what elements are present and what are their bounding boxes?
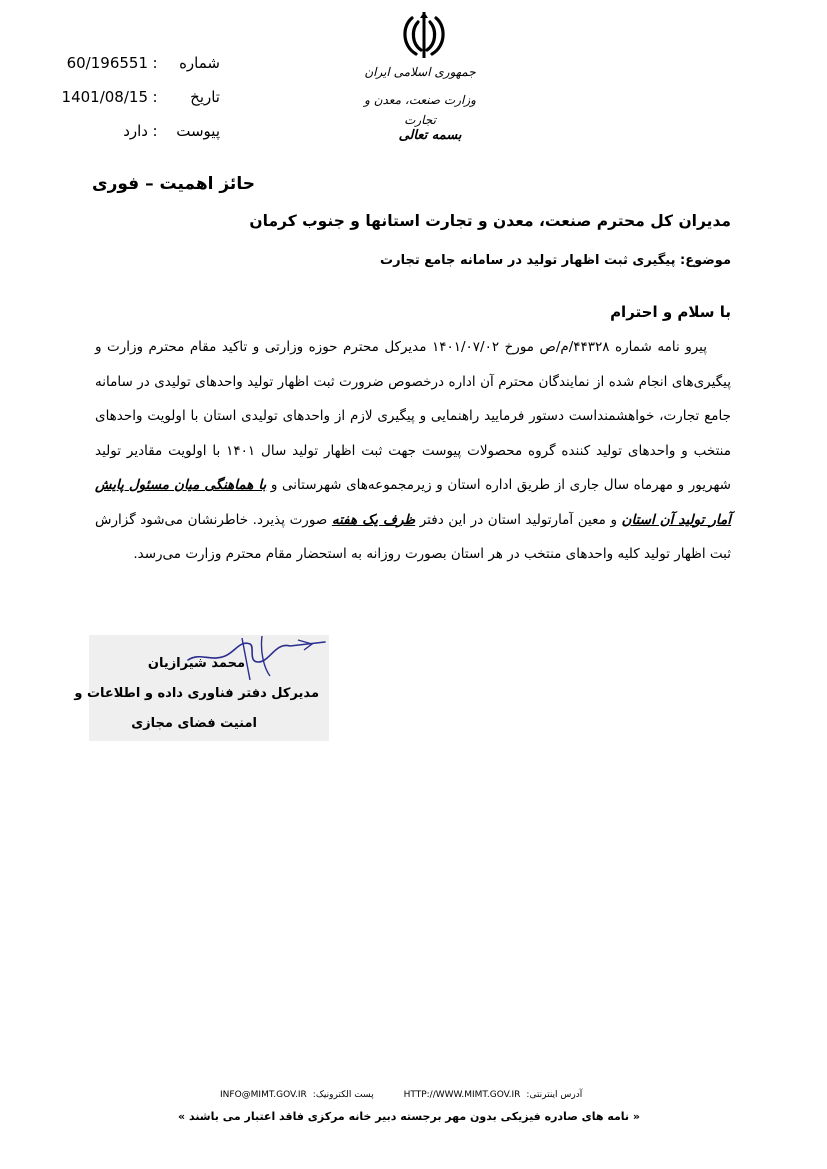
footer-email-label: :پست الکترونیک <box>312 1090 374 1100</box>
letterhead <box>350 62 490 130</box>
attachment-row: پیوست : دارد <box>123 122 220 140</box>
footer-email: INFO@MIMT.GOV.IR <box>220 1090 307 1100</box>
body-part3: صورت پذیرد. خاطرنشان می‌شود گزارش ثبت اظهار تولید کلیه واحدهای منتخب در هر استان بصورت روزانه به استحضار مقام محترم وزارت می‌رسد. <box>95 511 731 562</box>
bismillah: بسمه تعالی <box>398 128 462 143</box>
country-name: جمهوری اسلامی ایران <box>364 65 476 79</box>
greeting: با سلام و احترام <box>610 303 731 321</box>
number-label: شماره <box>179 54 220 72</box>
footer-validity-note: « نامه های صادره فیزیکی بدون مهر برجسته دبیر خانه مرکزی فاقد اعتبار می باشند » <box>178 1110 640 1123</box>
body-emphasis-deadline: ظرف یک هفته <box>331 511 416 528</box>
recipient: مدیران کل محترم صنعت، معدن و تجارت استانها و جنوب کرمان <box>249 212 731 230</box>
footer-contacts <box>220 1090 640 1100</box>
body-emphasis-coordination: با هماهنگی میان مسئول پایش آمار تولید آن استان <box>95 477 731 528</box>
signatory-title-line1: مدیرکل دفتر فناوری داده و اطلاعات و <box>74 686 319 701</box>
ministry-name: وزارت صنعت، معدن و تجارت <box>364 93 476 127</box>
date-value: 1401/08/15 <box>61 88 148 106</box>
body-part1: پیرو نامه شماره ۴۴۳۲۸/م/ص مورخ ۱۴۰۱/۰۷/۰۲ مدیرکل محترم حوزه وزارتی و تاکید مقام محترم وزارت و پیگیری‌های انجام شده از نمایندگان محترم آن اداره درخصوص ضرورت ثبت اظهار تولید واحدهای تولیدی در سامانه جامع تجارت، خواهشمنداست دستور فرمایید راهنمایی و پیگیری لازم از واحدهای تولیدی استان با اولویت واحدهای منتخب و واحدهای تولید کننده گروه محصولات پیوست جهت ثبت اظهار تولید سال ۱۴۰۱ با اولویت مقادیر تولید شهریور و مهرماه سال جاری از طریق اداره استان و زیرمجموعه‌های شهرستانی و <box>95 339 731 493</box>
date-row: تاریخ : 1401/08/15 <box>61 88 220 106</box>
letter-body <box>95 330 731 572</box>
footer-website: HTTP://WWW.MIMT.GOV.IR <box>403 1090 521 1100</box>
attachment-label: پیوست <box>176 122 220 140</box>
signatory-title-line2: امنیت فضای مجازی <box>131 716 257 731</box>
attachment-value: دارد <box>123 122 148 140</box>
number-row: شماره : 60/196551 <box>66 54 220 72</box>
footer-website-label: :آدرس اینترنتی <box>526 1090 583 1100</box>
letter-meta <box>60 46 220 148</box>
number-value: 60/196551 <box>66 54 148 72</box>
priority-label: حائز اهمیت – فوری <box>92 174 255 194</box>
subject: موضوع: پیگیری ثبت اظهار تولید در سامانه جامع تجارت <box>380 253 731 268</box>
iran-emblem-icon <box>396 10 452 62</box>
signatory-name: محمد شیرازیان <box>147 656 245 671</box>
body-part2: و معین آمارتولید استان در این دفتر <box>415 511 622 528</box>
date-label: تاریخ <box>190 88 220 106</box>
